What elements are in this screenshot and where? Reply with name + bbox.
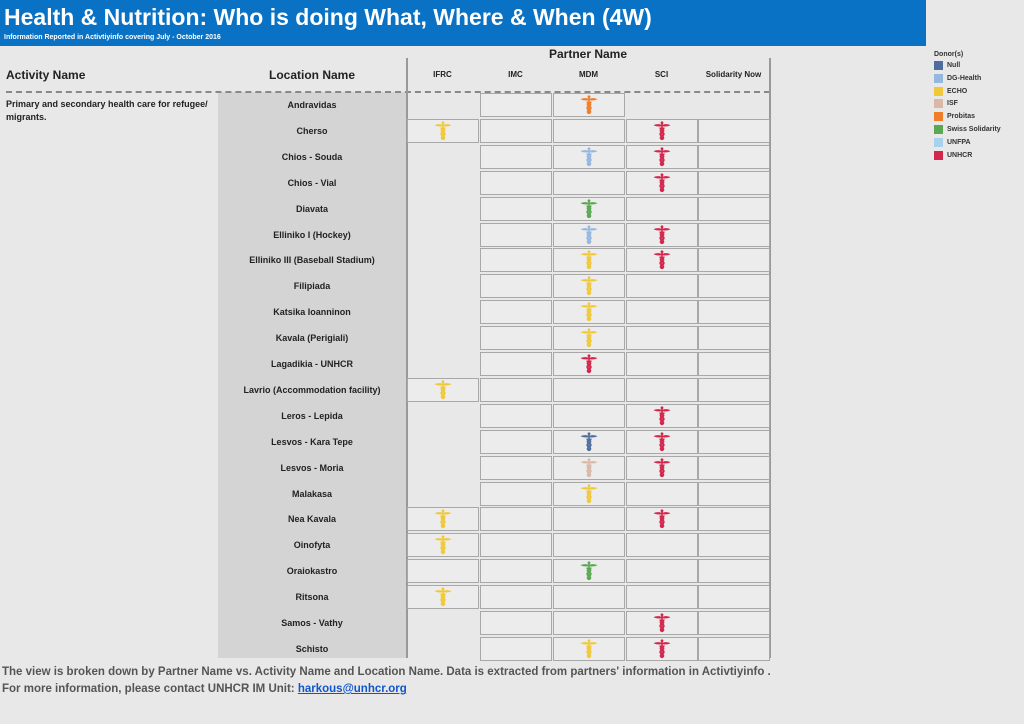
grid-cell — [626, 93, 698, 117]
grid-cell — [407, 197, 479, 221]
location-label: Kavala (Perigiali) — [275, 333, 349, 344]
grid-cell — [407, 352, 479, 376]
grid-cell — [480, 197, 552, 221]
caduceus-icon — [653, 432, 671, 452]
grid-cell — [407, 145, 479, 169]
grid-cell — [698, 223, 770, 247]
grid-cell — [407, 611, 479, 635]
grid-cell — [480, 378, 552, 402]
grid-cell — [698, 378, 770, 402]
grid-cell — [698, 559, 770, 583]
caduceus-icon — [653, 121, 671, 141]
page-subtitle: Information Reported in Activtiyinfo covering July - October 2016 — [4, 34, 221, 41]
location-label: Filipiada — [293, 281, 331, 292]
legend-label: UNFPA — [947, 138, 971, 146]
grid-cell — [698, 119, 770, 143]
grid-cell — [480, 456, 552, 480]
caduceus-icon — [653, 173, 671, 193]
grid-cell — [480, 430, 552, 454]
grid-cell — [698, 197, 770, 221]
grid-cell — [698, 507, 770, 531]
location-label: Chios - Souda — [281, 151, 343, 162]
grid-cell — [480, 482, 552, 506]
legend-swatch — [934, 125, 943, 134]
grid-cell — [480, 300, 552, 324]
caduceus-icon — [653, 225, 671, 245]
legend-label: Null — [947, 62, 961, 69]
grid-cell — [407, 223, 479, 247]
caduceus-icon — [653, 250, 671, 270]
legend-swatch — [934, 138, 943, 147]
grid-cell — [698, 171, 770, 195]
grid-cell — [407, 559, 479, 583]
grid-cell — [480, 171, 552, 195]
caduceus-icon — [653, 406, 671, 426]
location-label: Cherso — [296, 125, 328, 136]
legend-swatch — [934, 87, 943, 96]
grid-cell — [480, 248, 552, 272]
legend-label: DG-Health — [947, 74, 982, 82]
location-label: Lesvos - Moria — [280, 462, 344, 473]
location-label: Elliniko I (Hockey) — [273, 229, 351, 240]
legend-label: Probitas — [947, 113, 976, 121]
grid-cell — [698, 93, 770, 117]
location-label: Oraiokastro — [286, 566, 338, 577]
contact-email-link[interactable]: harkous@unhcr.org — [297, 683, 407, 695]
grid-cell — [407, 637, 479, 661]
grid-cell — [553, 378, 625, 402]
grid-cell — [480, 585, 552, 609]
grid-cell — [480, 326, 552, 350]
location-label: Lesvos - Kara Tepe — [271, 436, 353, 447]
grid-cell — [407, 482, 479, 506]
location-label: Nea Kavala — [287, 514, 337, 525]
grid-cell — [407, 274, 479, 298]
legend-swatch — [934, 112, 943, 121]
caduceus-icon — [434, 509, 452, 529]
grid-cell — [480, 93, 552, 117]
caduceus-icon — [580, 639, 598, 659]
location-label: Lavrio (Accommodation facility) — [243, 384, 381, 395]
report-header — [0, 0, 926, 46]
caduceus-icon — [580, 561, 598, 581]
grid-cell — [553, 119, 625, 143]
grid-cell — [626, 197, 698, 221]
grid-cell — [480, 533, 552, 557]
grid-cell — [698, 611, 770, 635]
activity-name-cell: Primary and secondary health care for refugee/ migrants. — [6, 99, 208, 122]
grid-cell — [480, 145, 552, 169]
caduceus-icon — [434, 587, 452, 607]
grid-cell — [480, 352, 552, 376]
caduceus-icon — [653, 509, 671, 529]
caduceus-icon — [434, 535, 452, 555]
grid-cell — [698, 326, 770, 350]
grid-cell — [480, 274, 552, 298]
grid-cell — [626, 482, 698, 506]
legend-swatch — [934, 74, 943, 83]
grid-cell — [480, 559, 552, 583]
location-label: Diavata — [295, 203, 329, 214]
caduceus-icon — [580, 225, 598, 245]
partner-name-header: Partner Name — [548, 47, 628, 61]
legend-label: ECHO — [947, 87, 968, 95]
grid-cell — [480, 611, 552, 635]
grid-cell — [698, 145, 770, 169]
location-label: Elliniko III (Baseball Stadium) — [249, 255, 375, 266]
grid-cell — [407, 171, 479, 195]
grid-cell — [626, 585, 698, 609]
caduceus-icon — [580, 328, 598, 348]
location-label: Oinofyta — [293, 540, 331, 551]
grid-cell — [698, 352, 770, 376]
location-label: Leros - Lepida — [281, 410, 343, 421]
partner-header-ifrc: IFRC — [433, 70, 452, 79]
grid-cell — [407, 456, 479, 480]
location-label: Ritsona — [295, 592, 329, 603]
legend-swatch — [934, 61, 943, 70]
caduceus-icon — [434, 121, 452, 141]
grid-cell — [553, 585, 625, 609]
location-label: Andravidas — [287, 100, 337, 110]
caduceus-icon — [653, 639, 671, 659]
caduceus-icon — [580, 354, 598, 374]
caduceus-icon — [653, 147, 671, 167]
grid-cell — [480, 637, 552, 661]
grid-cell — [407, 326, 479, 350]
grid-cell — [698, 274, 770, 298]
grid-cell — [407, 300, 479, 324]
footer-contact — [2, 683, 407, 695]
caduceus-icon — [580, 484, 598, 504]
grid-cell — [407, 93, 479, 117]
partner-header-mdm: MDM — [578, 70, 599, 79]
caduceus-icon — [580, 199, 598, 219]
caduceus-icon — [580, 95, 598, 115]
grid-cell — [407, 430, 479, 454]
legend-title: Donor(s) — [934, 51, 964, 58]
grid-cell — [553, 611, 625, 635]
grid-cell — [626, 274, 698, 298]
grid-cell — [626, 378, 698, 402]
partner-header-imc: IMC — [508, 70, 523, 79]
partner-header-sci: SCI — [654, 70, 669, 79]
caduceus-icon — [580, 302, 598, 322]
grid-cell — [626, 300, 698, 324]
grid-cell — [626, 559, 698, 583]
location-label: Malakasa — [291, 488, 333, 499]
grid-cell — [626, 352, 698, 376]
location-label: Lagadikia - UNHCR — [270, 359, 353, 369]
grid-cell — [698, 300, 770, 324]
grid-cell — [480, 507, 552, 531]
grid-cell — [553, 171, 625, 195]
grid-cell — [480, 119, 552, 143]
grid-cell — [698, 248, 770, 272]
grid-cell — [480, 223, 552, 247]
grid-cell — [407, 404, 479, 428]
grid-cell — [698, 637, 770, 661]
grid-cell — [553, 507, 625, 531]
legend-swatch — [934, 99, 943, 108]
location-label: Schisto — [295, 643, 329, 654]
footer-contact-text: For more information, please contact UNHCR IM Unit: — [2, 683, 298, 695]
partner-header-solidarity-now: Solidarity Now — [705, 70, 762, 79]
grid-cell — [698, 430, 770, 454]
grid-cell — [626, 533, 698, 557]
caduceus-icon — [653, 613, 671, 633]
grid-cell — [553, 533, 625, 557]
grid-cell — [553, 404, 625, 428]
grid-cell — [626, 326, 698, 350]
grid-cell — [407, 248, 479, 272]
location-label: Samos - Vathy — [281, 618, 343, 628]
caduceus-icon — [653, 458, 671, 478]
activity-name-header: Activity Name — [6, 68, 86, 82]
caduceus-icon — [434, 380, 452, 400]
caduceus-icon — [580, 250, 598, 270]
location-label: Chios - Vial — [287, 177, 337, 188]
caduceus-icon — [580, 276, 598, 296]
caduceus-icon — [580, 147, 598, 167]
legend-label: Swiss Solidarity — [947, 126, 1001, 133]
grid-cell — [698, 456, 770, 480]
grid-cell — [698, 482, 770, 506]
location-name-header: Location Name — [268, 68, 355, 82]
footer-note: The view is broken down by Partner Name vs. Activity Name and Location Name. Data is extracted from partners' information in Activtiyinfo . — [2, 666, 771, 678]
legend-swatch — [934, 151, 943, 160]
grid-cell — [698, 585, 770, 609]
caduceus-icon — [580, 432, 598, 452]
grid-cell — [480, 404, 552, 428]
legend-label: ISF — [947, 100, 958, 108]
page-title: Health & Nutrition: Who is doing What, Where & When (4W) — [4, 4, 652, 30]
caduceus-icon — [580, 458, 598, 478]
grid-cell — [698, 404, 770, 428]
location-label: Katsika Ioanninon — [273, 307, 351, 318]
legend-label: UNHCR — [947, 151, 973, 159]
grid-cell — [698, 533, 770, 557]
